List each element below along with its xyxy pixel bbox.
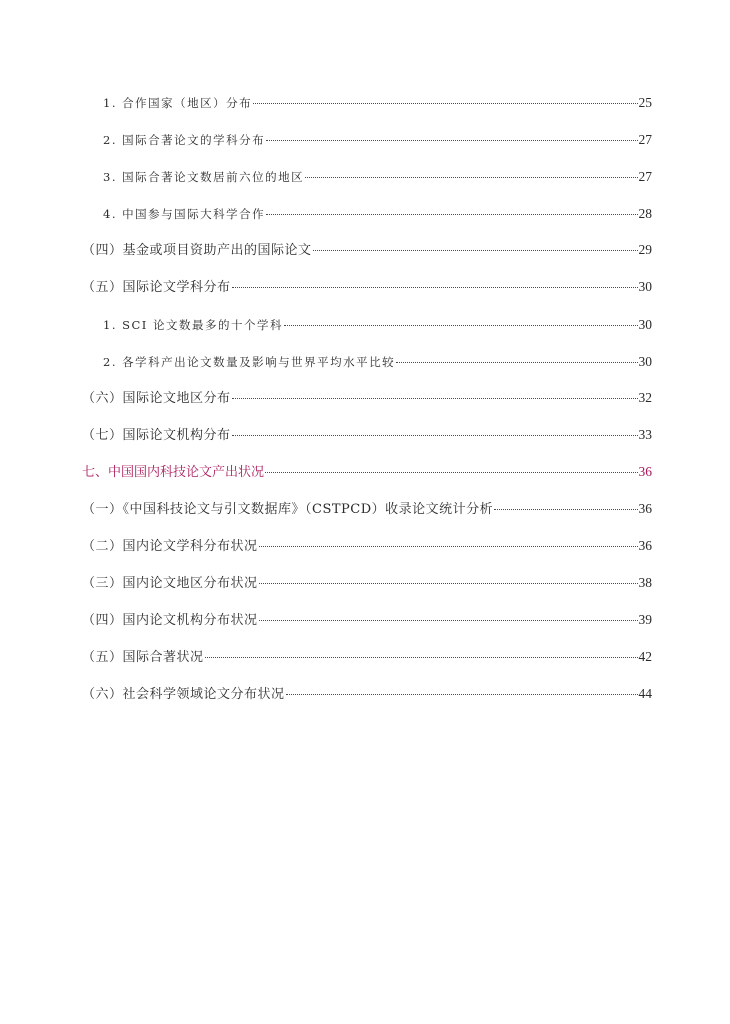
toc-entry[interactable]: [82, 389, 652, 408]
toc-entry-label: （一）《中国科技论文与引文数据库》（CSTPCD）收录论文统计分析: [82, 502, 494, 517]
dot-leader: [232, 398, 638, 399]
dot-leader: [305, 177, 637, 178]
toc-entry-label: （二）国内论文学科分布状况: [82, 539, 258, 554]
toc-entry[interactable]: [82, 426, 652, 445]
dot-leader: [286, 694, 638, 695]
toc-entry[interactable]: [82, 241, 652, 260]
dot-leader: [259, 583, 638, 584]
toc-entry-page: 27: [638, 169, 652, 184]
dot-leader: [266, 140, 637, 141]
toc-entry-label: 3. 国际合著论文数居前六位的地区: [103, 170, 305, 184]
toc-entry[interactable]: [82, 537, 652, 556]
toc-entry-page: 44: [638, 686, 652, 701]
toc-entry-page: 27: [638, 132, 652, 147]
toc-entry-page: 36: [638, 538, 652, 553]
dot-leader: [396, 362, 637, 363]
toc-entry-page: 38: [638, 575, 652, 590]
toc-entry[interactable]: [82, 685, 652, 704]
toc-entry[interactable]: [103, 131, 652, 149]
toc-entry-label: （五）国际论文学科分布: [82, 280, 231, 295]
toc-entry-page: 39: [638, 612, 652, 627]
toc-entry-label: 2. 国际合著论文的学科分布: [103, 133, 266, 147]
dot-leader: [265, 472, 637, 473]
toc-entry-label: （四）国内论文机构分布状况: [82, 613, 258, 628]
toc-entry-label: （六）社会科学领域论文分布状况: [82, 687, 285, 702]
toc-entry[interactable]: [103, 205, 652, 223]
toc-entry-label: 七、中国国内科技论文产出状况: [82, 465, 265, 480]
toc-entry-label: （六）国际论文地区分布: [82, 391, 231, 406]
toc-entry[interactable]: [82, 278, 652, 297]
toc-entry-page: 30: [638, 317, 652, 332]
toc-entry-label: （四）基金或项目资助产出的国际论文: [82, 243, 312, 258]
dot-leader: [266, 214, 637, 215]
dot-leader: [232, 287, 638, 288]
toc-entry-page: 25: [638, 95, 652, 110]
toc-entry[interactable]: [82, 611, 652, 630]
toc-entry-label: 1. 合作国家（地区）分布: [103, 96, 253, 110]
toc-entry-page: 33: [638, 427, 652, 442]
dot-leader: [313, 250, 638, 251]
toc-entry-label: 2. 各学科产出论文数量及影响与世界平均水平比较: [103, 355, 396, 369]
toc-entry-page: 30: [638, 354, 652, 369]
toc-entry-page: 36: [638, 464, 652, 479]
dot-leader: [253, 103, 637, 104]
toc-entry[interactable]: [82, 574, 652, 593]
toc-entry[interactable]: [103, 94, 652, 112]
toc-entry-page: 42: [638, 649, 652, 664]
toc-entry[interactable]: [82, 500, 652, 519]
toc-entry[interactable]: [82, 648, 652, 667]
toc-entry-label: （五）国际合著状况: [82, 650, 204, 665]
dot-leader: [494, 509, 637, 510]
toc-entry-page: 28: [638, 206, 652, 221]
toc-entry-label: （三）国内论文地区分布状况: [82, 576, 258, 591]
toc-entry-page: 32: [638, 390, 652, 405]
toc-entry-page: 30: [638, 279, 652, 294]
toc-entry[interactable]: [103, 316, 652, 334]
toc-entry-page: 29: [638, 242, 652, 257]
toc-entry-label: 1. SCI 论文数最多的十个学科: [103, 318, 284, 332]
toc-entry-page: 36: [638, 501, 652, 516]
dot-leader: [259, 546, 638, 547]
dot-leader: [284, 325, 637, 326]
toc-chapter-entry[interactable]: [82, 463, 652, 482]
dot-leader: [259, 620, 638, 621]
toc-entry[interactable]: [103, 353, 652, 371]
toc-entry-label: 4. 中国参与国际大科学合作: [103, 207, 266, 221]
toc-entry-label: （七）国际论文机构分布: [82, 428, 231, 443]
dot-leader: [205, 657, 638, 658]
toc-entry[interactable]: [103, 168, 652, 186]
dot-leader: [232, 435, 638, 436]
